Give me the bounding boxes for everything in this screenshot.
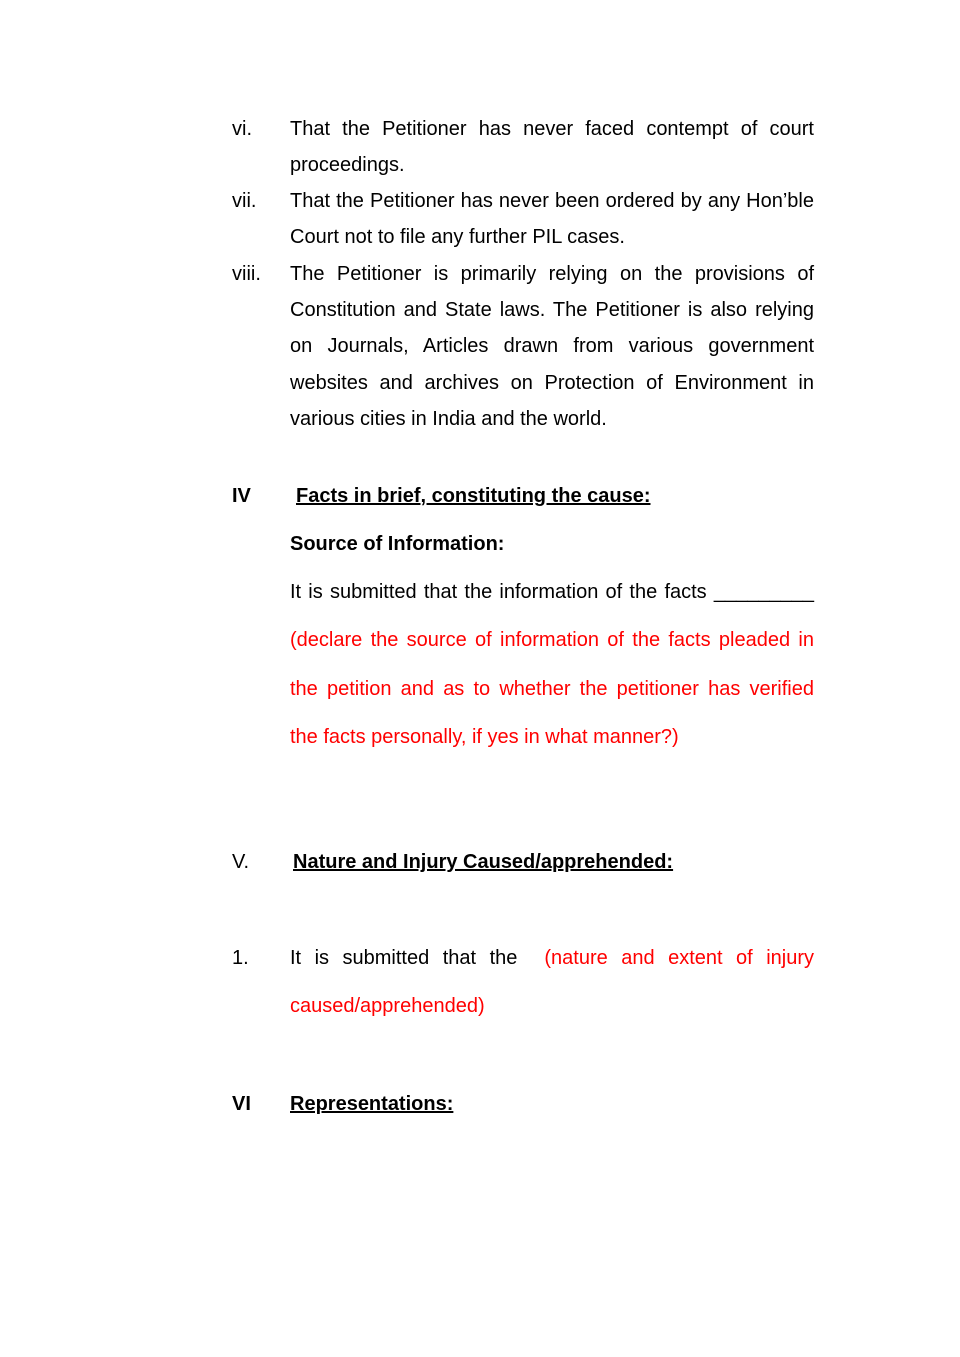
- source-of-information-subheading: Source of Information:: [290, 533, 505, 555]
- list-marker-viii: viii.: [232, 263, 261, 285]
- source-blank: _________: [713, 581, 814, 603]
- list-item-text-viii: The Petitioner is primarily relying on the provisions of Constitution and State laws. The Petitioner is also relying on Journals, Articles drawn from various government websites and archives on Protection of Environment in various cities in India and the world.: [290, 263, 814, 430]
- section-iv-paragraph: [290, 568, 814, 762]
- section-v-marker: V.: [232, 851, 250, 873]
- section-v-item-paragraph: [290, 934, 814, 1031]
- section-iv-marker: IV: [232, 485, 251, 507]
- list-marker-vi: vi.: [232, 118, 252, 140]
- section-v-item-marker: 1.: [232, 947, 249, 969]
- injury-instruction-note: (nature and extent of injury caused/apprehended): [290, 947, 814, 1018]
- section-vi-heading: Representations:: [290, 1093, 454, 1115]
- section-iv-heading: Facts in brief, constituting the cause:: [296, 485, 651, 507]
- section-v-text-lead: It is submitted that the: [290, 947, 518, 969]
- list-item-text-vii: That the Petitioner has never been ordered by any Hon’ble Court not to file any further PIL cases.: [290, 190, 814, 249]
- list-marker-vii: vii.: [232, 190, 257, 212]
- list-item-text-vi: That the Petitioner has never faced contempt of court proceedings.: [290, 118, 814, 177]
- section-vi-marker: VI: [232, 1093, 251, 1115]
- section-iv-text-lead: It is submitted that the information of the facts: [290, 581, 707, 603]
- source-instruction-note: (declare the source of information of the facts pleaded in the petition and as to whether the petitioner has verified the facts personally, if yes in what manner?): [290, 629, 814, 749]
- section-v-heading: Nature and Injury Caused/apprehended:: [293, 851, 674, 873]
